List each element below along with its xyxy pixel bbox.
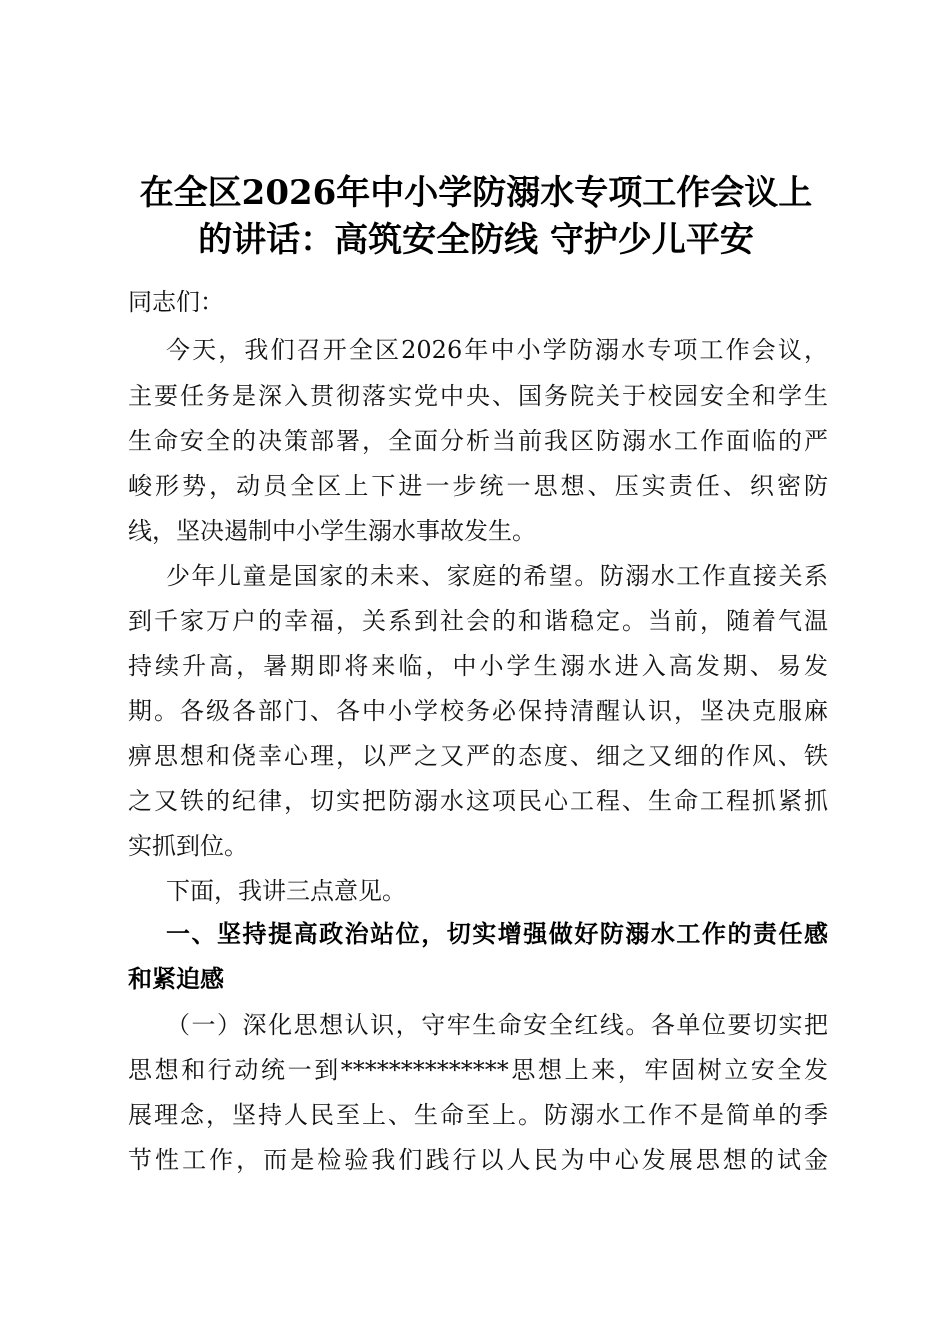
paragraph-2-line: 之又铁的纪律，切实把防溺水这项民心工程、生命工程抓紧抓 [128,787,828,815]
paragraph-1-line: 峻形势，动员全区上下进一步统一思想、压实责任、织密防 [128,472,828,500]
paragraph-3-line: 下面，我讲三点意见。 [166,877,406,905]
paragraph-2-line: 期。各级各部门、各中小学校务必保持清醒认识，坚决克服麻 [128,697,828,725]
document-title-line-2: 的讲话：高筑安全防线 守护少儿平安 [198,220,754,260]
paragraph-2-line: 持续升高，暑期即将来临，中小学生溺水进入高发期、易发 [128,652,828,680]
paragraph-2-line: 少年儿童是国家的未来、家庭的希望。防溺水工作直接关系 [166,562,828,590]
document-title-line-1: 在全区2026年中小学防溺水专项工作会议上 [139,173,813,213]
paragraph-4-line: 展理念，坚持人民至上、生命至上。防溺水工作不是简单的季 [128,1101,828,1129]
paragraph-4-line: （一）深化思想认识，守牢生命安全红线。各单位要切实把 [166,1011,828,1039]
paragraph-4-line: 节性工作，而是检验我们践行以人民为中心发展思想的试金 [128,1146,828,1174]
paragraph-1-line: 主要任务是深入贯彻落实党中央、国务院关于校园安全和学生 [128,382,828,410]
section-1-heading-line: 一、坚持提高政治站位，切实增强做好防溺水工作的责任感 [166,919,828,948]
section-1-heading-line: 和紧迫感 [128,964,224,993]
paragraph-1-line: 今天，我们召开全区2026年中小学防溺水专项工作会议， [166,336,828,364]
paragraph-1-line: 生命安全的决策部署，全面分析当前我区防溺水工作面临的严 [128,427,828,455]
paragraph-2-line: 痹思想和侥幸心理，以严之又严的态度、细之又细的作风、铁 [128,742,828,770]
paragraph-4-line: 思想和行动统一到**************思想上来，牢固树立安全发 [128,1056,828,1084]
paragraph-2-line: 到千家万户的幸福，关系到社会的和谐稳定。当前，随着气温 [128,607,828,635]
paragraph-1-line: 线，坚决遏制中小学生溺水事故发生。 [128,517,536,545]
salutation: 同志们： [128,288,224,316]
paragraph-2-line: 实抓到位。 [128,832,248,860]
